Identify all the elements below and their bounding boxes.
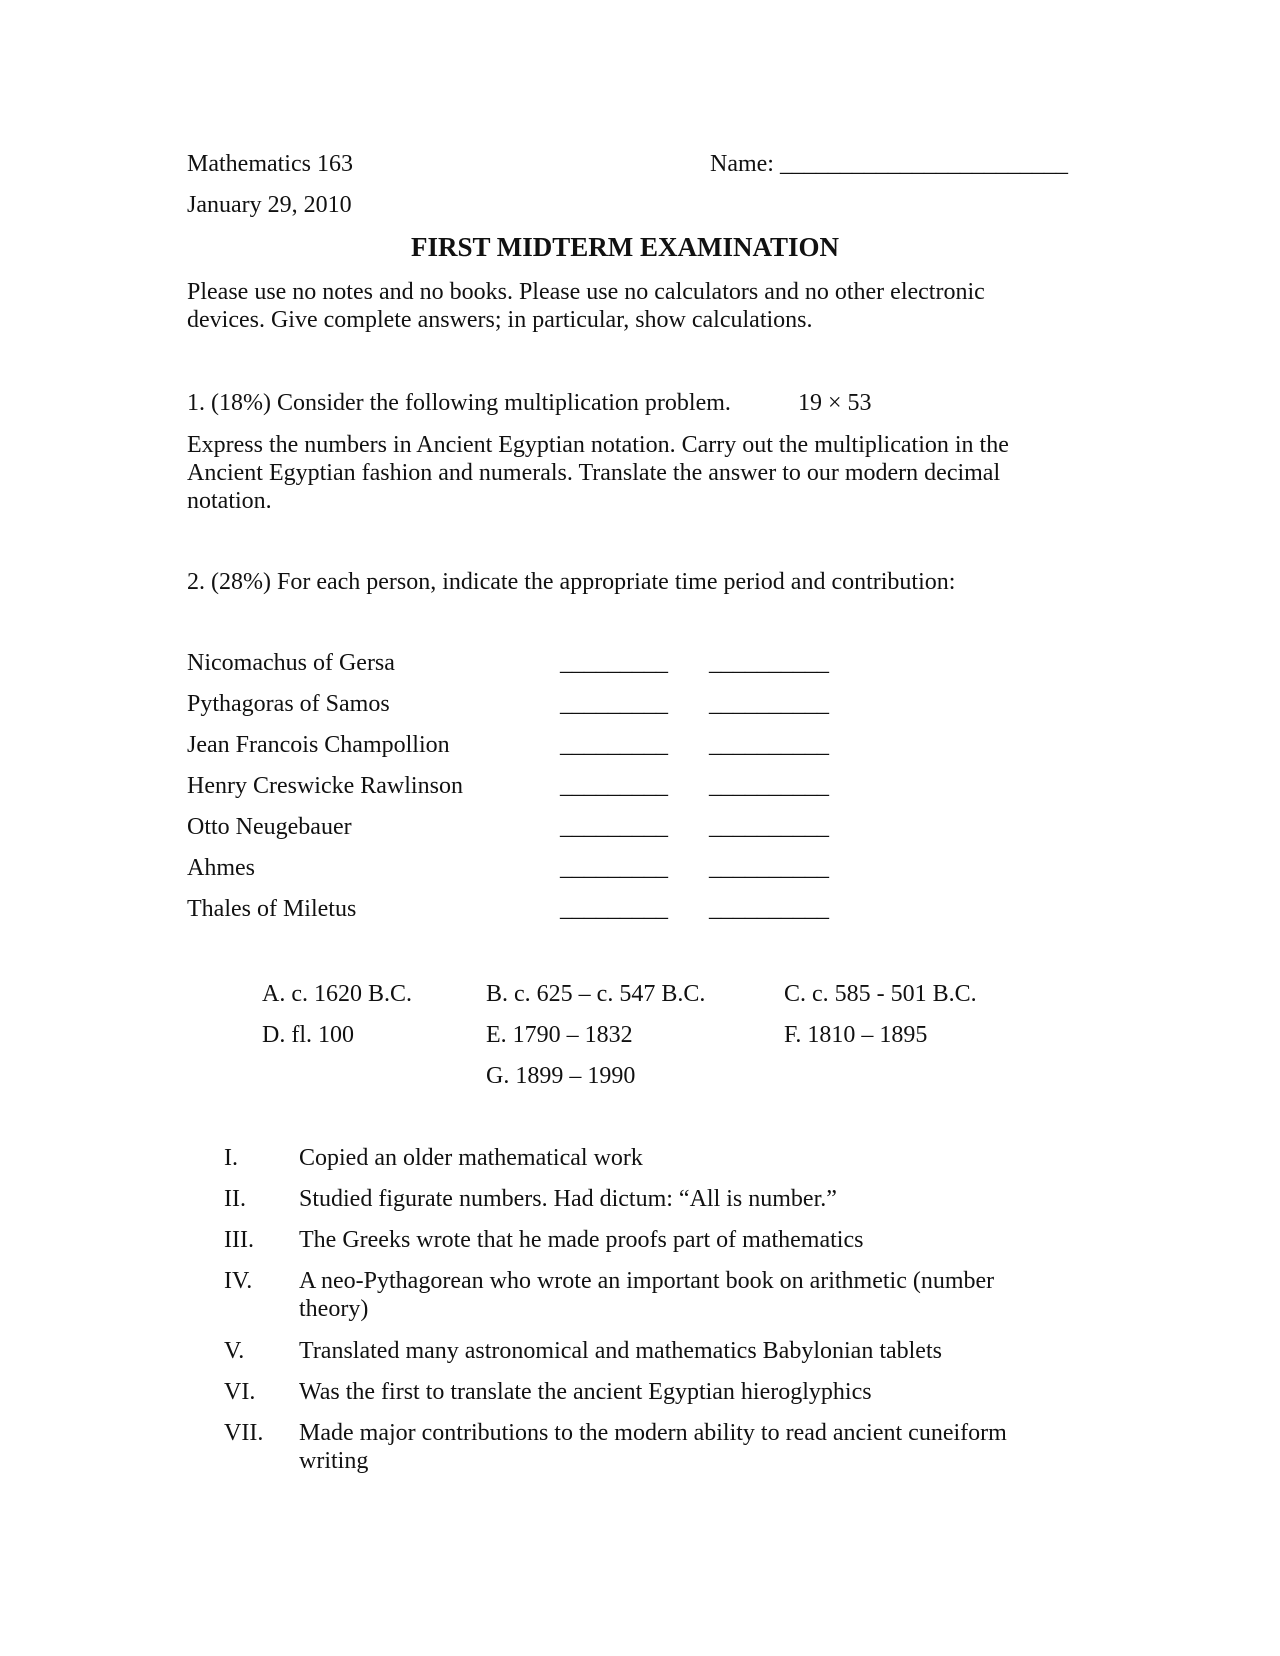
person-name: Ahmes xyxy=(187,855,255,881)
contribution-text-continued: theory) xyxy=(299,1296,369,1322)
contribution-text: A neo-Pythagorean who wrote an important book on arithmetic (number xyxy=(299,1268,995,1294)
contribution-numeral: VI. xyxy=(224,1379,256,1405)
contribution-answer-blank[interactable]: __________ xyxy=(709,691,829,717)
person-name: Jean Francois Champollion xyxy=(187,732,450,758)
period-answer-blank[interactable]: _________ xyxy=(560,691,668,717)
contribution-numeral: IV. xyxy=(224,1268,253,1294)
contribution-numeral: I. xyxy=(224,1145,238,1171)
person-name: Pythagoras of Samos xyxy=(187,691,390,717)
contribution-numeral: VII. xyxy=(224,1420,264,1446)
instructions-line-2: devices. Give complete answers; in particular, show calculations. xyxy=(187,307,813,333)
contribution-answer-blank[interactable]: __________ xyxy=(709,896,829,922)
contribution-text: Was the first to translate the ancient Egyptian hieroglyphics xyxy=(299,1379,872,1405)
period-option-g: G. 1899 – 1990 xyxy=(486,1063,636,1089)
period-answer-blank[interactable]: _________ xyxy=(560,896,668,922)
person-name: Thales of Miletus xyxy=(187,896,357,922)
name-field-label: Name: ________________________ xyxy=(710,151,1068,177)
person-name: Otto Neugebauer xyxy=(187,814,352,840)
question-1-body-line-3: notation. xyxy=(187,488,272,514)
contribution-numeral: V. xyxy=(224,1338,245,1364)
contribution-text: Translated many astronomical and mathematics Babylonian tablets xyxy=(299,1338,942,1364)
person-name: Henry Creswicke Rawlinson xyxy=(187,773,463,799)
contribution-answer-blank[interactable]: __________ xyxy=(709,732,829,758)
period-answer-blank[interactable]: _________ xyxy=(560,855,668,881)
period-option-b: B. c. 625 – c. 547 B.C. xyxy=(486,981,706,1007)
question-1-expression: 19 × 53 xyxy=(798,390,872,416)
contribution-text: The Greeks wrote that he made proofs part of mathematics xyxy=(299,1227,864,1253)
contribution-answer-blank[interactable]: __________ xyxy=(709,773,829,799)
contribution-text: Copied an older mathematical work xyxy=(299,1145,643,1171)
contribution-numeral: III. xyxy=(224,1227,254,1253)
period-option-c: C. c. 585 - 501 B.C. xyxy=(784,981,977,1007)
question-1-body-line-2: Ancient Egyptian fashion and numerals. Translate the answer to our modern decimal xyxy=(187,460,1001,486)
period-answer-blank[interactable]: _________ xyxy=(560,814,668,840)
page-title: FIRST MIDTERM EXAMINATION xyxy=(410,232,840,262)
period-option-d: D. fl. 100 xyxy=(262,1022,354,1048)
exam-date: January 29, 2010 xyxy=(187,192,352,218)
question-1-prompt: 1. (18%) Consider the following multiplication problem. xyxy=(187,390,731,416)
period-option-a: A. c. 1620 B.C. xyxy=(262,981,412,1007)
period-answer-blank[interactable]: _________ xyxy=(560,732,668,758)
period-answer-blank[interactable]: _________ xyxy=(560,773,668,799)
period-option-f: F. 1810 – 1895 xyxy=(784,1022,928,1048)
contribution-text: Made major contributions to the modern ability to read ancient cuneiform xyxy=(299,1420,1007,1446)
course-title: Mathematics 163 xyxy=(187,151,353,177)
question-1-body-line-1: Express the numbers in Ancient Egyptian notation. Carry out the multiplication in the xyxy=(187,432,1009,458)
contribution-numeral: II. xyxy=(224,1186,246,1212)
period-answer-blank[interactable]: _________ xyxy=(560,650,668,676)
period-option-e: E. 1790 – 1832 xyxy=(486,1022,633,1048)
contribution-answer-blank[interactable]: __________ xyxy=(709,814,829,840)
contribution-text: Studied figurate numbers. Had dictum: “All is number.” xyxy=(299,1186,837,1212)
contribution-text-continued: writing xyxy=(299,1448,369,1474)
person-name: Nicomachus of Gersa xyxy=(187,650,395,676)
contribution-answer-blank[interactable]: __________ xyxy=(709,855,829,881)
instructions-line-1: Please use no notes and no books. Please use no calculators and no other electronic xyxy=(187,279,985,305)
contribution-answer-blank[interactable]: __________ xyxy=(709,650,829,676)
question-2-prompt: 2. (28%) For each person, indicate the appropriate time period and contribution: xyxy=(187,569,956,595)
